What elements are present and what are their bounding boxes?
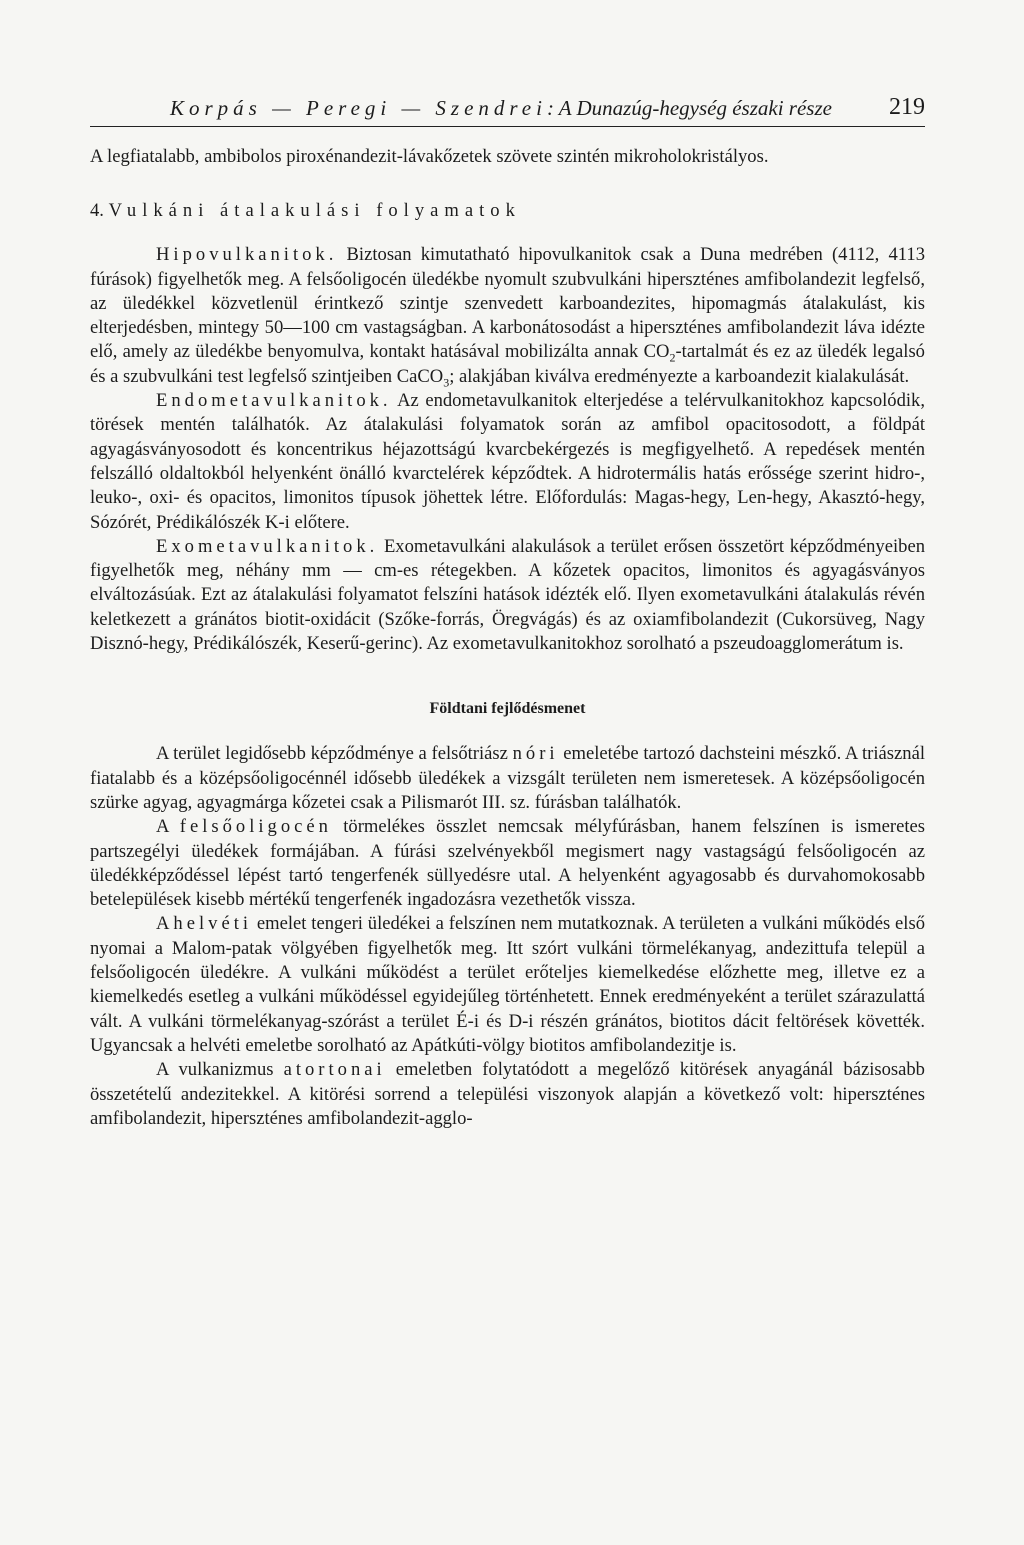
hipo-text-1: Biztosan kimutatható hipovulkanitok csak a Duna medrében (4112, 4113 fúrások) figyelhetők meg. A felsőoligocén üledékbe nyomult szubvulkáni hiperszténes amfibolandezit legfelső, az üledékkel közvetlenül érintkező szintje szenvedett karboandezites, hipomagmás átalakulást, kis elterjedésben, mintegy 50—100 cm vastagságban. A karbonátosodást a hiperszténes amfibolandezit láva idézte elő, amely az üledékbe benyomulva, kontakt hatásával mobilizálta annak CO: [90, 244, 925, 363]
p1-text-a: A terület legidősebb képződménye a felsőtriász: [156, 743, 513, 765]
hipo-text-2: -tartalmát és ez az üledék legalsó és a szubvulkáni test legfelső szintjeiben CaCO: [90, 341, 925, 387]
paragraph-oligocene: [90, 815, 925, 912]
exo-text: Exometavulkáni alakulások a terület erősen összetört képződményeiben figyelhetők meg, néhány mm — cm-es rétegekben. A kőzetek opacitos, limonitos és agyagásványos elváltozásúak. Ezt az átalakulási folyamatot felszíni hatások idézték elő. Ilyen exometavulkáni átalakulás révén keletkezett a gránátos biotit-oxidácit (Szőke-forrás, Öregvágás) és az oxiamfibolandezit (Cukorsüveg, Nagy Disznó-hegy, Prédikálószék, Keserű-gerinc). Az exometavulkanitokhoz sorolható a pszeudoagglomerátum is.: [90, 535, 925, 655]
term-nori: nóri: [512, 743, 559, 765]
running-title: [170, 96, 832, 121]
subscript-3: 3: [443, 375, 450, 390]
paragraph-tortonian: [90, 1058, 925, 1131]
page-number: 219: [889, 94, 925, 120]
paragraph-triassic: [90, 742, 925, 815]
intro-paragraph: A legfiatalabb, ambibolos piroxénandezit-lávakőzetek szövete szintén mikroholokristályos.: [90, 146, 769, 167]
section-heading: [90, 199, 925, 223]
header-authors: Korpás — Peregi — Szendrei: [170, 96, 547, 120]
term-endometavulkanitok: Endometavulkanitok.: [156, 390, 392, 412]
p4-text-a: A vulkanizmus: [156, 1059, 284, 1081]
p1-text-b: emeletébe tartozó dachsteini mészkő. A triásznál fiatalabb és a középsőoligocénnél idősebb üledékek a vizsgált területen nem ismeretesek. A középsőoligocén szürke agyag, agyagmárga kőzetei csak a Pilismarót III. sz. fúrásban találhatók.: [90, 743, 925, 813]
term-helveti: Ahelvéti: [156, 913, 253, 935]
term-hipovulkanitok: Hipovulkanitok.: [156, 244, 338, 266]
running-header: [90, 90, 925, 127]
section-title: Vulkáni átalakulási folyamatok: [108, 200, 521, 222]
subscript-2: 2: [669, 351, 676, 366]
term-exometavulkanitok: Exometavulkanitok.: [156, 535, 379, 557]
p4-text-b: emeletben folytatódott a megelőző kitörések anyagánál bázisosabb összetételű andezitekkel. A kitörési sorrend a települési viszonyok alapján a következő volt: hiperszténes amfibolandezit, hiperszténes amfibolandezit-agglo-: [90, 1059, 925, 1129]
exometavulkanitok-paragraph: [90, 535, 925, 656]
endometavulkanitok-paragraph: [90, 389, 925, 535]
section-title-geology: Földtani fejlődésmenet: [429, 700, 586, 718]
p3-text-b: emelet tengeri üledékei a felszínen nem mutatkoznak. A területen a vulkáni működés első nyomai a Malom-patak völgyében figyelhetők meg. Itt szórt vulkáni törmelékanyag, andezittufa települ a felsőoligocén üledékre. A vulkáni működést a terület erőteljes kiemelkedése előzhette meg, illetve ez a kiemelkedés esetleg a vulkáni működéssel egyidejűleg történhetett. Ennek eredményeként a terület szárazulattá vált. A vulkáni törmelékanyag-szórást a terület É-i és D-i részén gránátos, biotitos dácit feltörések követték. Ugyancsak a helvéti emeletbe sorolható az Apátkúti-völgy biotitos amfibolandezitje is.: [90, 913, 925, 1056]
hipovulkanitok-paragraph: [90, 243, 925, 389]
header-title: : A Dunazúg-hegység északi része: [546, 96, 832, 120]
endo-text: Az endometavulkanitok elterjedése a telérvulkanitokhoz kapcsolódik, törések mentén találhatók. Az átalakulási folyamatok során az amfibol opacitosodott, a földpát agyagásványosodott és koncentrikus héjazottságú kvarcbekérgezés is megfigyelhető. A repedések mentén felszálló oldaltokból helyenként önálló kvarctelérek képződtek. A hidrotermális hatás erőssége szerint hidro-, leuko-, oxi- és opacitos, limonitos típusok jöhettek létre. Előfordulás: Magas-hegy, Len-hegy, Akasztó-hegy, Sózórét, Prédikálószék K-i előtere.: [90, 390, 925, 533]
hipo-text-3: ; alakjában kiválva eredményezte a karboandezit kialakulását.: [449, 365, 910, 387]
body-text: [90, 145, 925, 1131]
paragraph-helvetian: [90, 912, 925, 1058]
section-number: 4.: [90, 200, 104, 222]
p2-text-a: A: [156, 816, 180, 838]
term-tortonai: atortonai: [283, 1059, 386, 1081]
term-felsooligocen: felsőoligocén: [179, 816, 332, 838]
p2-text-b: törmelékes összlet nemcsak mélyfúrásban, hanem felszínen is ismeretes partszegélyi üledékek formájában. A fúrási szelvényekből megismert nagy vastagságú felsőoligocén az üledékképződéssel lépést tartó tengerfenék süllyedésre utal. A helyenként agyagosabb és durvahomokosabb betelepülések kisebb mértékű tengerfenék ingadozásra vezethetők vissza.: [90, 816, 925, 911]
